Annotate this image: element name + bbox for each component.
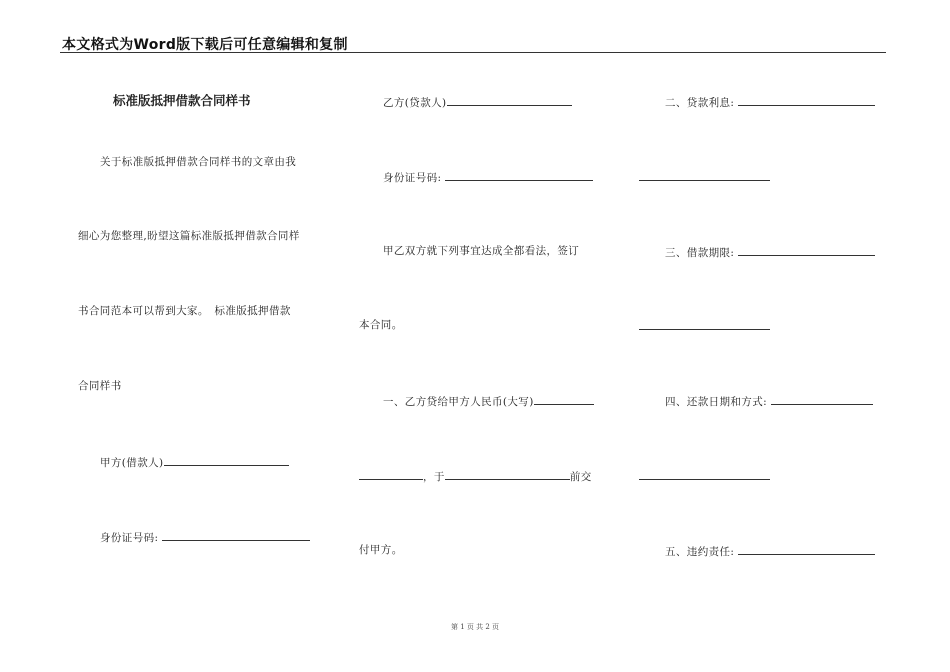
party-a-id-row [100, 529, 310, 545]
party-a-label: 甲方(借款人) [100, 457, 164, 469]
party-b-row [383, 94, 572, 110]
intro-line-1: 关于标准版抵押借款合同样书的文章由我 [100, 156, 297, 168]
clause-1-line-3: 付甲方。 [359, 544, 403, 556]
clause-1-date-row [359, 468, 592, 484]
party-a-id-label: 身份证号码: [100, 532, 159, 544]
clause-1-amount-blank [534, 393, 594, 405]
intro-line-3: 书合同范本可以帮到大家。 标准版抵押借款 [78, 305, 291, 317]
clause-4-label: 四、还款日期和方式: [665, 396, 768, 408]
party-a-id-blank [162, 529, 310, 541]
clause-5-blank [738, 543, 875, 555]
intro-line-2: 细心为您整理,盼望这篇标准版抵押借款合同样 [78, 230, 300, 242]
agreement-line-2: 本合同。 [359, 319, 403, 331]
party-b-label: 乙方(贷款人) [383, 97, 447, 109]
party-b-id-blank [445, 169, 593, 181]
clause-4-row [665, 393, 873, 409]
party-a-blank [164, 454, 289, 466]
clause-5-label: 五、违约责任: [665, 546, 735, 558]
party-b-id-label: 身份证号码: [383, 172, 442, 184]
clause-1-label: 一、乙方贷给甲方人民币(大写) [383, 396, 534, 408]
clause-1-date-blank [445, 468, 570, 480]
clause-3-label: 三、借款期限: [665, 247, 735, 259]
clause-1-before-label: 前交 [569, 471, 592, 483]
clause-4-blank-line-2 [639, 479, 770, 480]
party-a-row [100, 454, 289, 470]
clause-2-blank-line-2 [639, 180, 770, 181]
clause-2-label: 二、贷款利息: [665, 97, 735, 109]
clause-1-row [383, 393, 594, 409]
clause-3-blank-line-2 [639, 329, 770, 330]
party-b-blank [447, 94, 572, 106]
intro-line-4: 合同样书 [78, 380, 122, 392]
clause-3-row [665, 244, 875, 260]
header-divider [60, 52, 886, 53]
clause-3-blank [738, 244, 875, 256]
clause-1-separator: ，于 [423, 471, 445, 483]
clause-2-row [665, 94, 875, 110]
clause-5-row [665, 543, 875, 559]
header-title: 本文格式为Word版下载后可任意编辑和复制 [62, 37, 348, 53]
clause-1-amount-blank-2 [359, 468, 423, 480]
page-number: 第 1 页 共 2 页 [450, 623, 500, 631]
clause-4-blank [771, 393, 873, 405]
clause-2-blank [738, 94, 875, 106]
document-title: 标准版抵押借款合同样书 [113, 93, 251, 108]
agreement-line-1: 甲乙双方就下列事宜达成全都看法，签订 [383, 245, 580, 257]
party-b-id-row [383, 169, 593, 185]
